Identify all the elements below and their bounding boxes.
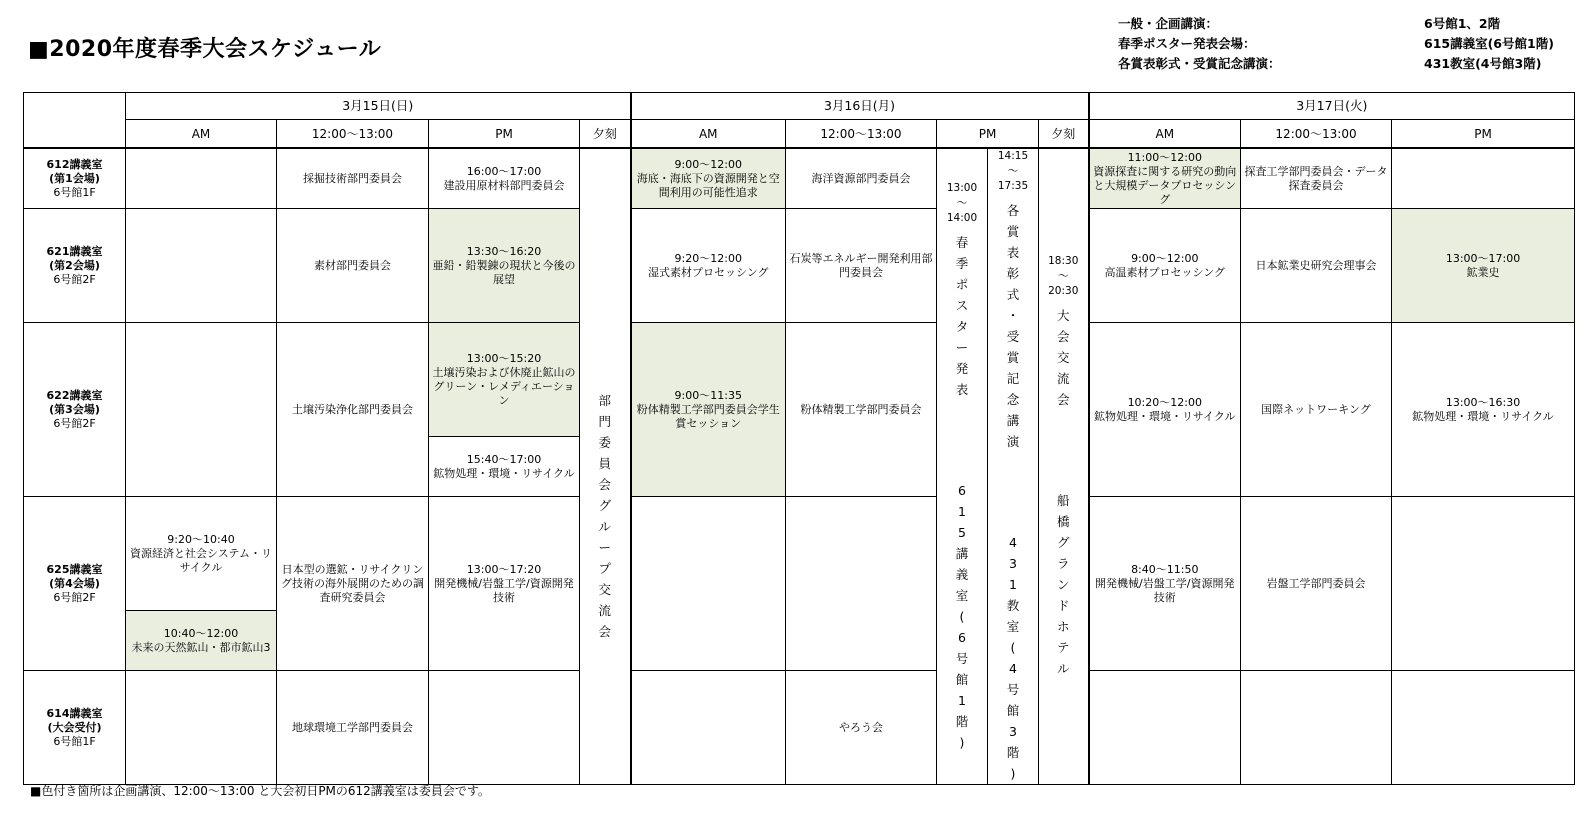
vertical-char: ホ: [1057, 619, 1070, 634]
session-time: 11:00～12:00: [1127, 150, 1202, 164]
vertical-char: ): [1010, 766, 1016, 781]
vertical-char: グ: [598, 497, 611, 513]
vertical-char: 季: [955, 255, 969, 271]
vertical-char: 各: [1006, 203, 1020, 218]
vertical-char: 橋: [1057, 514, 1070, 529]
session-title: 鉱物処理・環境・リサイクル: [1094, 409, 1236, 423]
room-sub: (第2会場): [49, 258, 100, 272]
session-title: 海洋資源部門委員会: [811, 171, 911, 185]
poster-time-end: 14:00: [946, 211, 978, 224]
vertical-char: 階: [955, 713, 969, 729]
room-name: 614講義室: [46, 706, 103, 720]
vertical-char: ポ: [955, 276, 969, 292]
venue-info-values: [1424, 14, 1554, 74]
vertical-char: 号: [1006, 682, 1020, 697]
session-title: 土壌汚染浄化部門委員会: [292, 402, 413, 416]
vertical-char: 教: [1006, 598, 1020, 613]
corner-cell: [24, 93, 126, 149]
session-title: 開発機械/岩盤工学/資源開発技術: [434, 576, 574, 604]
venue-value-award: 431教室(4号館3階): [1424, 56, 1542, 71]
cell-612-d1-noon: [277, 148, 429, 209]
cell-625-d2-am: [631, 497, 786, 671]
vertical-char: 表: [955, 381, 969, 397]
room-floor: 6号館1F: [53, 734, 96, 748]
day-header-2: 3月16日(月): [631, 93, 1089, 120]
vertical-char: タ: [955, 318, 969, 334]
vertical-char: (: [1010, 640, 1016, 655]
cell-621-d1-pm: [429, 209, 580, 323]
session-time: 10:20～12:00: [1127, 395, 1202, 409]
vertical-char: テ: [1057, 640, 1070, 655]
cell-614-d1-pm: [429, 671, 580, 785]
session-title: 鉱物処理・環境・リサイクル: [433, 466, 575, 480]
session-time: 13:30～16:20: [466, 244, 542, 258]
vertical-char: グ: [1057, 535, 1070, 550]
vertical-char: 流: [1057, 371, 1070, 386]
cell-625-d2-noon: [786, 497, 937, 671]
slot-noon-d1: 12:00～13:00: [277, 120, 429, 149]
cell-625-d3-am: [1089, 497, 1241, 671]
vertical-char: 大: [1057, 308, 1070, 323]
session-title: 未来の天然鉱山・都市鉱山3: [131, 640, 271, 654]
session-time: 9:20～12:00: [674, 251, 742, 265]
cell-625-d3-noon: [1241, 497, 1392, 671]
cell-621-d1-am: [126, 209, 277, 323]
room-floor: 6号館2F: [53, 590, 96, 604]
vertical-char: ン: [1057, 577, 1070, 592]
vertical-char: 門: [598, 413, 611, 429]
slot-noon-d3: 12:00～13:00: [1241, 120, 1392, 149]
session-title: 海底・海底下の資源開発と空間利用の可能性追求: [636, 171, 780, 199]
banquet-time-end: 20:30: [1048, 285, 1079, 297]
session-title: 湿式素材プロセッシング: [647, 265, 769, 279]
venue-label-award: 各賞表彰式・受賞記念講演：: [1118, 56, 1281, 71]
cell-621-d2-am: [631, 209, 786, 323]
vertical-char: 1: [1009, 577, 1017, 592]
vertical-char: 演: [1006, 434, 1020, 449]
vertical-char: 4: [1009, 535, 1017, 550]
page-title: ■2020年度春季大会スケジュール: [28, 37, 382, 62]
venue-label-general: 一般・企画講演：: [1118, 16, 1219, 31]
vertical-char: 賞: [1006, 224, 1020, 239]
room-name: 612講義室: [46, 157, 103, 171]
banquet-column: [1039, 148, 1089, 785]
cell-625-d1-am-1: [126, 497, 277, 611]
session-title: 建設用原材料部門委員会: [443, 178, 565, 192]
session-title: 岩盤工学部門委員会: [1266, 576, 1366, 590]
vertical-char: ラ: [1057, 556, 1070, 571]
slot-eve-d1: 夕刻: [580, 120, 631, 149]
poster-session-column: [937, 148, 988, 785]
vertical-char: 5: [958, 524, 966, 540]
cell-612-d3-noon: [1241, 148, 1392, 209]
vertical-char: 講: [955, 545, 969, 561]
slot-pm-d3: PM: [1392, 120, 1575, 149]
session-time: 16:00～17:00: [466, 164, 542, 178]
cell-622-d1-pm-1: [429, 323, 580, 437]
session-title: 鉱業史: [1466, 265, 1500, 279]
vertical-char: 館: [955, 671, 969, 687]
session-time: 13:00～17:00: [1445, 251, 1521, 265]
room-sub: (大会受付): [47, 720, 102, 734]
session-time: 9:00～12:00: [674, 157, 742, 171]
session-title: 資源探査に関する研究の動向と大規模データプロセッシング: [1093, 164, 1237, 206]
cell-612-d2-noon: [786, 148, 937, 209]
vertical-char: 館: [1006, 703, 1020, 718]
vertical-char: 室: [1006, 619, 1020, 634]
session-title: 粉体精製工学部門委員会: [800, 402, 922, 416]
venue-value-poster: 615講義室(6号館1階): [1424, 36, 1554, 51]
session-title: 探査工学部門委員会・データ探査委員会: [1244, 164, 1388, 192]
d1-evening-group-exchange: [580, 148, 631, 785]
vertical-char: 義: [955, 566, 969, 582]
vertical-char: 交: [598, 581, 611, 597]
cell-614-d3-am: [1089, 671, 1241, 785]
vertical-char: 部: [598, 392, 611, 408]
session-title: 素材部門委員会: [314, 258, 391, 272]
cell-625-d1-am-2: [126, 611, 277, 671]
session-time: 9:00～11:35: [674, 388, 742, 402]
cell-622-d1-am: [126, 323, 277, 497]
cell-622-d3-noon: [1241, 323, 1392, 497]
footnote: ■色付き箇所は企画講演、12:00～13:00 と大会初日PMの612講義室は委員会です。: [30, 784, 490, 798]
day-header-3: 3月17日(火): [1089, 93, 1575, 120]
day-header-1: 3月15日(日): [126, 93, 631, 120]
room-name: 625講義室: [46, 562, 103, 576]
session-time: 8:40～11:50: [1131, 562, 1199, 576]
cell-625-d1-noon: [277, 497, 429, 671]
cell-621-d3-noon: [1241, 209, 1392, 323]
session-title: 石炭等エネルギー開発利用部門委員会: [789, 251, 933, 279]
session-title: 高温素材プロセッシング: [1104, 265, 1226, 279]
cell-612-d2-am: [631, 148, 786, 209]
vertical-char: 受: [1006, 329, 1020, 344]
slot-am-d1: AM: [126, 120, 277, 149]
vertical-char: 交: [1057, 350, 1070, 365]
session-title: 日本鉱業史研究会理事会: [1255, 258, 1377, 272]
vertical-char: 念: [1006, 392, 1020, 407]
vertical-char: 賞: [1006, 350, 1020, 365]
room-header-622: [24, 323, 126, 497]
vertical-char: 1: [958, 503, 966, 519]
schedule-table: [23, 92, 1575, 785]
room-header-621: [24, 209, 126, 323]
vertical-char: 会: [598, 623, 611, 639]
award-time-start: 14:15: [997, 150, 1029, 162]
room-header-625: [24, 497, 126, 671]
cell-625-d3-pm: [1392, 497, 1575, 671]
vertical-char: 表: [1006, 245, 1020, 260]
vertical-char: (: [959, 608, 965, 624]
cell-622-d2-noon: [786, 323, 937, 497]
cell-621-d3-am: [1089, 209, 1241, 323]
vertical-char: 員: [598, 455, 611, 471]
session-title: 土壌汚染および休廃止鉱山のグリーン・レメディエーション: [432, 365, 576, 407]
vertical-char: プ: [598, 560, 611, 576]
cell-612-d3-pm: [1392, 148, 1575, 209]
slot-pm-d1: PM: [429, 120, 580, 149]
session-title: 国際ネットワーキング: [1261, 402, 1371, 416]
cell-621-d3-pm: [1392, 209, 1575, 323]
award-ceremony-column: [988, 148, 1039, 785]
vertical-char: 3: [1009, 724, 1017, 739]
session-time: 13:00～17:20: [466, 562, 542, 576]
vertical-char: 船: [1057, 493, 1070, 508]
cell-622-d3-am: [1089, 323, 1241, 497]
venue-label-poster: 春季ポスター発表会場：: [1118, 36, 1256, 51]
slot-am-d2: AM: [631, 120, 786, 149]
room-header-614: [24, 671, 126, 785]
session-title: 資源経済と社会システム・リサイクル: [130, 546, 272, 574]
vertical-char: ): [959, 734, 965, 750]
room-sub: (第4会場): [49, 576, 100, 590]
session-time: 10:40～12:00: [163, 626, 239, 640]
session-title: 鉱物処理・環境・リサイクル: [1412, 409, 1554, 423]
cell-625-d1-pm: [429, 497, 580, 671]
poster-time-start: 13:00: [946, 181, 978, 194]
vertical-char: 発: [955, 360, 969, 376]
room-floor: 6号館2F: [53, 416, 96, 430]
room-floor: 6号館1F: [53, 185, 96, 199]
banquet-time-sep: ～: [1058, 270, 1069, 282]
vertical-char: 6: [958, 482, 966, 498]
vertical-char: ド: [1057, 598, 1070, 613]
room-name: 622講義室: [46, 388, 103, 402]
cell-614-d3-pm: [1392, 671, 1575, 785]
vertical-gap: [1041, 410, 1086, 490]
vertical-char: 流: [598, 602, 611, 618]
cell-622-d1-pm-2: [429, 437, 580, 497]
cell-614-d2-noon: [786, 671, 937, 785]
slot-eve-d2: 夕刻: [1039, 120, 1089, 149]
cell-614-d1-noon: [277, 671, 429, 785]
session-time: 15:40～17:00: [466, 452, 542, 466]
session-title: 採掘技術部門委員会: [303, 171, 402, 185]
vertical-char: 式: [1006, 287, 1020, 302]
room-header-612: [24, 148, 126, 209]
vertical-char: 春: [955, 234, 969, 250]
vertical-char: 6: [958, 629, 966, 645]
room-sub: (第3会場): [49, 402, 100, 416]
session-title: 日本型の選鉱・リサイクリング技術の海外展開のための調査研究委員会: [281, 562, 424, 604]
vertical-gap: [939, 400, 985, 480]
vertical-char: 会: [598, 476, 611, 492]
cell-622-d2-am: [631, 323, 786, 497]
award-time-sep: ～: [1007, 165, 1019, 177]
session-title: 開発機械/岩盤工学/資源開発技術: [1095, 576, 1235, 604]
session-title: やろう会: [839, 720, 883, 734]
session-time: 9:00～12:00: [1131, 251, 1199, 265]
banquet-time-start: 18:30: [1048, 255, 1079, 267]
session-title: 亜鉛・鉛製錬の現状と今後の展望: [432, 258, 576, 286]
vertical-char: 講: [1006, 413, 1020, 428]
cell-612-d1-pm: [429, 148, 580, 209]
cell-621-d2-noon: [786, 209, 937, 323]
room-name: 621講義室: [46, 244, 103, 258]
vertical-char: 会: [1057, 392, 1070, 407]
vertical-gap: [990, 452, 1036, 532]
poster-time-sep: ～: [956, 196, 968, 209]
session-time: 13:00～16:30: [1445, 395, 1521, 409]
cell-612-d3-am: [1089, 148, 1241, 209]
cell-614-d1-am: [126, 671, 277, 785]
cell-621-d1-noon: [277, 209, 429, 323]
slot-pm-d2: PM: [937, 120, 1039, 149]
cell-614-d2-am: [631, 671, 786, 785]
vertical-char: ス: [955, 297, 969, 313]
vertical-char: 室: [955, 587, 969, 603]
vertical-char: 記: [1006, 371, 1020, 386]
cell-614-d3-noon: [1241, 671, 1392, 785]
vertical-char: 階: [1006, 745, 1020, 760]
session-time: 13:00～15:20: [466, 351, 542, 365]
vertical-char: ー: [598, 539, 611, 555]
award-time-end: 17:35: [997, 180, 1029, 192]
vertical-char: 彰: [1006, 266, 1020, 281]
room-floor: 6号館2F: [53, 272, 96, 286]
venue-value-general: 6号館1、2階: [1424, 16, 1501, 31]
cell-622-d3-pm: [1392, 323, 1575, 497]
cell-612-d1-am: [126, 148, 277, 209]
vertical-char: ル: [598, 518, 611, 534]
venue-info-labels: [1118, 14, 1281, 74]
session-time: 9:20～10:40: [167, 532, 235, 546]
vertical-char: 号: [955, 650, 969, 666]
vertical-char: ー: [955, 339, 969, 355]
vertical-char: ル: [1057, 661, 1070, 676]
vertical-char: 4: [1009, 661, 1017, 676]
vertical-char: 会: [1057, 329, 1070, 344]
vertical-char: 3: [1009, 556, 1017, 571]
session-title: 粉体精製工学部門委員会学生賞セッション: [636, 402, 780, 430]
vertical-char: 1: [958, 692, 966, 708]
room-sub: (第1会場): [49, 171, 100, 185]
vertical-char: ・: [1006, 308, 1020, 323]
slot-am-d3: AM: [1089, 120, 1241, 149]
slot-noon-d2: 12:00～13:00: [786, 120, 937, 149]
cell-622-d1-noon: [277, 323, 429, 497]
vertical-char: 委: [598, 434, 611, 450]
session-title: 地球環境工学部門委員会: [292, 720, 413, 734]
